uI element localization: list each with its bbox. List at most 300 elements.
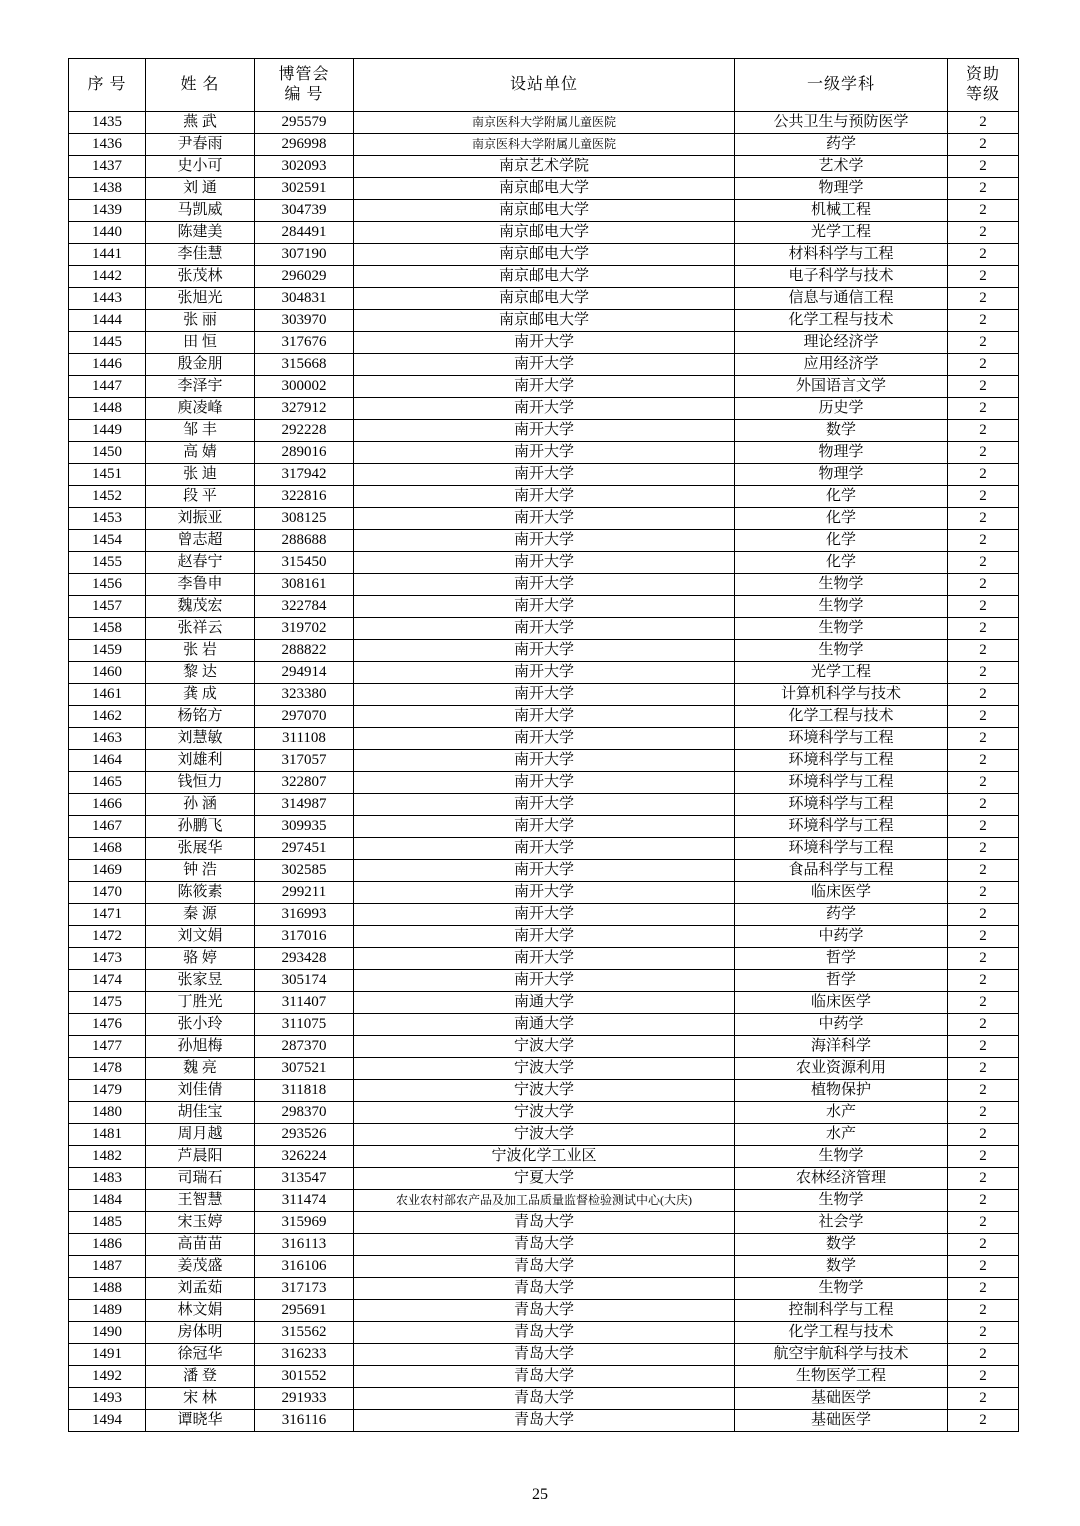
- cell-name: 张 迪: [146, 464, 255, 486]
- cell-code: 315450: [255, 552, 354, 574]
- cell-name: 周月越: [146, 1124, 255, 1146]
- table-row: [69, 1300, 1019, 1322]
- cell-discipline: 艺术学: [735, 156, 948, 178]
- cell-code: 302585: [255, 860, 354, 882]
- table-row: [69, 354, 1019, 376]
- cell-level: 2: [948, 1410, 1019, 1432]
- cell-sequence: 1471: [69, 904, 146, 926]
- cell-code: 309935: [255, 816, 354, 838]
- cell-discipline: 海洋科学: [735, 1036, 948, 1058]
- cell-name: 张家昱: [146, 970, 255, 992]
- cell-discipline: 信息与通信工程: [735, 288, 948, 310]
- table-row: [69, 288, 1019, 310]
- cell-discipline: 药学: [735, 134, 948, 156]
- cell-discipline: 数学: [735, 1234, 948, 1256]
- cell-discipline: 化学工程与技术: [735, 1322, 948, 1344]
- cell-sequence: 1490: [69, 1322, 146, 1344]
- cell-level: 2: [948, 508, 1019, 530]
- cell-level: 2: [948, 332, 1019, 354]
- cell-unit: 南开大学: [354, 354, 735, 376]
- cell-discipline: 历史学: [735, 398, 948, 420]
- cell-level: 2: [948, 310, 1019, 332]
- cell-level: 2: [948, 266, 1019, 288]
- cell-name: 高苗苗: [146, 1234, 255, 1256]
- cell-code: 316106: [255, 1256, 354, 1278]
- table-row: [69, 750, 1019, 772]
- cell-unit: 南开大学: [354, 948, 735, 970]
- cell-unit: 南开大学: [354, 376, 735, 398]
- table-row: [69, 508, 1019, 530]
- cell-discipline: 公共卫生与预防医学: [735, 112, 948, 134]
- cell-name: 赵春宁: [146, 552, 255, 574]
- cell-unit: 南京邮电大学: [354, 222, 735, 244]
- cell-discipline: 中药学: [735, 1014, 948, 1036]
- table-row: [69, 860, 1019, 882]
- cell-code: 317942: [255, 464, 354, 486]
- cell-level: 2: [948, 838, 1019, 860]
- cell-code: 287370: [255, 1036, 354, 1058]
- cell-unit: 南开大学: [354, 816, 735, 838]
- table-row: [69, 1102, 1019, 1124]
- cell-level: 2: [948, 1058, 1019, 1080]
- cell-code: 296998: [255, 134, 354, 156]
- cell-unit: 宁波大学: [354, 1124, 735, 1146]
- cell-level: 2: [948, 860, 1019, 882]
- cell-name: 田 恒: [146, 332, 255, 354]
- cell-code: 311407: [255, 992, 354, 1014]
- cell-name: 刘振亚: [146, 508, 255, 530]
- cell-unit: 青岛大学: [354, 1256, 735, 1278]
- table-row: [69, 1080, 1019, 1102]
- cell-level: 2: [948, 794, 1019, 816]
- cell-name: 刘雄利: [146, 750, 255, 772]
- cell-name: 张茂林: [146, 266, 255, 288]
- cell-unit: 南开大学: [354, 750, 735, 772]
- table-row: [69, 640, 1019, 662]
- cell-sequence: 1467: [69, 816, 146, 838]
- cell-sequence: 1473: [69, 948, 146, 970]
- cell-code: 313547: [255, 1168, 354, 1190]
- cell-unit: 宁波大学: [354, 1080, 735, 1102]
- cell-discipline: 化学工程与技术: [735, 706, 948, 728]
- cell-code: 323380: [255, 684, 354, 706]
- table-row: [69, 134, 1019, 156]
- cell-name: 王智慧: [146, 1190, 255, 1212]
- cell-code: 292228: [255, 420, 354, 442]
- cell-discipline: 临床医学: [735, 992, 948, 1014]
- cell-discipline: 光学工程: [735, 222, 948, 244]
- cell-unit: 南开大学: [354, 662, 735, 684]
- cell-discipline: 生物学: [735, 574, 948, 596]
- cell-sequence: 1470: [69, 882, 146, 904]
- cell-sequence: 1463: [69, 728, 146, 750]
- cell-discipline: 化学工程与技术: [735, 310, 948, 332]
- cell-name: 姜茂盛: [146, 1256, 255, 1278]
- cell-code: 311474: [255, 1190, 354, 1212]
- cell-code: 304739: [255, 200, 354, 222]
- cell-discipline: 生物学: [735, 1278, 948, 1300]
- cell-name: 刘文娟: [146, 926, 255, 948]
- cell-unit: 南开大学: [354, 508, 735, 530]
- table-row: [69, 992, 1019, 1014]
- table-row: [69, 596, 1019, 618]
- cell-discipline: 化学: [735, 552, 948, 574]
- cell-code: 305174: [255, 970, 354, 992]
- cell-code: 311108: [255, 728, 354, 750]
- cell-discipline: 控制科学与工程: [735, 1300, 948, 1322]
- cell-code: 308161: [255, 574, 354, 596]
- cell-unit: 南开大学: [354, 882, 735, 904]
- cell-level: 2: [948, 1322, 1019, 1344]
- cell-code: 307190: [255, 244, 354, 266]
- cell-name: 尹春雨: [146, 134, 255, 156]
- cell-code: 327912: [255, 398, 354, 420]
- table-row: [69, 882, 1019, 904]
- cell-code: 301552: [255, 1366, 354, 1388]
- cell-level: 2: [948, 1190, 1019, 1212]
- cell-discipline: 生物学: [735, 1190, 948, 1212]
- cell-code: 295579: [255, 112, 354, 134]
- cell-level: 2: [948, 772, 1019, 794]
- cell-name: 张 丽: [146, 310, 255, 332]
- cell-unit: 南京邮电大学: [354, 244, 735, 266]
- cell-name: 张 岩: [146, 640, 255, 662]
- table-row: [69, 904, 1019, 926]
- cell-discipline: 食品科学与工程: [735, 860, 948, 882]
- cell-sequence: 1452: [69, 486, 146, 508]
- table-row: [69, 266, 1019, 288]
- cell-level: 2: [948, 1124, 1019, 1146]
- table-row: [69, 112, 1019, 134]
- table-row: [69, 1388, 1019, 1410]
- cell-discipline: 环境科学与工程: [735, 772, 948, 794]
- cell-name: 骆 婷: [146, 948, 255, 970]
- cell-level: 2: [948, 1300, 1019, 1322]
- cell-unit: 南开大学: [354, 904, 735, 926]
- column-header-level-line1: 资助: [965, 66, 1000, 83]
- column-header-code-line1: 博管会: [278, 66, 330, 83]
- cell-name: 魏 亮: [146, 1058, 255, 1080]
- cell-level: 2: [948, 1278, 1019, 1300]
- cell-unit: 南开大学: [354, 618, 735, 640]
- cell-unit: 南京艺术学院: [354, 156, 735, 178]
- cell-sequence: 1493: [69, 1388, 146, 1410]
- cell-sequence: 1455: [69, 552, 146, 574]
- cell-discipline: 临床医学: [735, 882, 948, 904]
- cell-name: 徐冠华: [146, 1344, 255, 1366]
- cell-name: 钱恒力: [146, 772, 255, 794]
- cell-sequence: 1460: [69, 662, 146, 684]
- cell-sequence: 1474: [69, 970, 146, 992]
- cell-discipline: 化学: [735, 486, 948, 508]
- cell-name: 孙旭梅: [146, 1036, 255, 1058]
- cell-unit: 宁波大学: [354, 1102, 735, 1124]
- cell-sequence: 1436: [69, 134, 146, 156]
- cell-level: 2: [948, 1256, 1019, 1278]
- cell-discipline: 中药学: [735, 926, 948, 948]
- cell-discipline: 应用经济学: [735, 354, 948, 376]
- cell-unit: 青岛大学: [354, 1388, 735, 1410]
- cell-sequence: 1450: [69, 442, 146, 464]
- table-row: [69, 1058, 1019, 1080]
- cell-name: 刘佳倩: [146, 1080, 255, 1102]
- table-row: [69, 156, 1019, 178]
- cell-sequence: 1491: [69, 1344, 146, 1366]
- cell-code: 289016: [255, 442, 354, 464]
- cell-code: 326224: [255, 1146, 354, 1168]
- table-row: [69, 552, 1019, 574]
- table-row: [69, 618, 1019, 640]
- cell-name: 李泽宇: [146, 376, 255, 398]
- cell-code: 302591: [255, 178, 354, 200]
- table-header: [69, 59, 1019, 112]
- column-header-level-line2: 等级: [965, 86, 1000, 103]
- cell-unit: 南开大学: [354, 706, 735, 728]
- cell-sequence: 1442: [69, 266, 146, 288]
- table-row: [69, 794, 1019, 816]
- table-row: [69, 1124, 1019, 1146]
- cell-sequence: 1469: [69, 860, 146, 882]
- cell-unit: 青岛大学: [354, 1322, 735, 1344]
- cell-name: 李鲁申: [146, 574, 255, 596]
- cell-sequence: 1476: [69, 1014, 146, 1036]
- table-row: [69, 574, 1019, 596]
- cell-sequence: 1492: [69, 1366, 146, 1388]
- cell-discipline: 环境科学与工程: [735, 794, 948, 816]
- cell-level: 2: [948, 486, 1019, 508]
- cell-discipline: 基础医学: [735, 1388, 948, 1410]
- cell-code: 294914: [255, 662, 354, 684]
- cell-discipline: 物理学: [735, 178, 948, 200]
- cell-level: 2: [948, 574, 1019, 596]
- cell-discipline: 化学: [735, 530, 948, 552]
- cell-name: 马凯威: [146, 200, 255, 222]
- cell-sequence: 1439: [69, 200, 146, 222]
- cell-code: 316993: [255, 904, 354, 926]
- table-row: [69, 1410, 1019, 1432]
- table-body: [69, 112, 1019, 1432]
- cell-level: 2: [948, 420, 1019, 442]
- cell-sequence: 1468: [69, 838, 146, 860]
- cell-unit: 南通大学: [354, 992, 735, 1014]
- cell-discipline: 外国语言文学: [735, 376, 948, 398]
- cell-sequence: 1441: [69, 244, 146, 266]
- cell-name: 刘 通: [146, 178, 255, 200]
- cell-name: 刘孟茹: [146, 1278, 255, 1300]
- table-row: [69, 486, 1019, 508]
- cell-code: 317057: [255, 750, 354, 772]
- cell-level: 2: [948, 1014, 1019, 1036]
- cell-sequence: 1435: [69, 112, 146, 134]
- table-row: [69, 1146, 1019, 1168]
- table-row: [69, 1212, 1019, 1234]
- cell-name: 胡佳宝: [146, 1102, 255, 1124]
- cell-level: 2: [948, 816, 1019, 838]
- cell-name: 魏茂宏: [146, 596, 255, 618]
- cell-name: 司瑞石: [146, 1168, 255, 1190]
- cell-name: 陈筱素: [146, 882, 255, 904]
- table-row: [69, 1256, 1019, 1278]
- cell-unit: 宁波大学: [354, 1036, 735, 1058]
- cell-unit: 南开大学: [354, 398, 735, 420]
- cell-discipline: 植物保护: [735, 1080, 948, 1102]
- table-row: [69, 310, 1019, 332]
- cell-unit: 青岛大学: [354, 1366, 735, 1388]
- cell-sequence: 1475: [69, 992, 146, 1014]
- table-row: [69, 1322, 1019, 1344]
- cell-code: 315668: [255, 354, 354, 376]
- cell-discipline: 机械工程: [735, 200, 948, 222]
- cell-level: 2: [948, 222, 1019, 244]
- cell-discipline: 农业资源利用: [735, 1058, 948, 1080]
- table-row: [69, 222, 1019, 244]
- cell-name: 丁胜光: [146, 992, 255, 1014]
- cell-level: 2: [948, 992, 1019, 1014]
- cell-level: 2: [948, 904, 1019, 926]
- cell-sequence: 1484: [69, 1190, 146, 1212]
- cell-name: 孙鹏飞: [146, 816, 255, 838]
- cell-sequence: 1448: [69, 398, 146, 420]
- cell-name: 邹 丰: [146, 420, 255, 442]
- table-row: [69, 948, 1019, 970]
- cell-level: 2: [948, 244, 1019, 266]
- cell-name: 殷金朋: [146, 354, 255, 376]
- cell-sequence: 1461: [69, 684, 146, 706]
- cell-name: 宋 林: [146, 1388, 255, 1410]
- cell-unit: 南开大学: [354, 772, 735, 794]
- cell-unit: 南开大学: [354, 860, 735, 882]
- table-row: [69, 200, 1019, 222]
- cell-unit: 南开大学: [354, 640, 735, 662]
- cell-unit: 南开大学: [354, 574, 735, 596]
- cell-discipline: 环境科学与工程: [735, 816, 948, 838]
- table-row: [69, 464, 1019, 486]
- cell-unit: 南通大学: [354, 1014, 735, 1036]
- cell-name: 张祥云: [146, 618, 255, 640]
- cell-unit: 南开大学: [354, 464, 735, 486]
- cell-code: 302093: [255, 156, 354, 178]
- cell-level: 2: [948, 112, 1019, 134]
- cell-level: 2: [948, 552, 1019, 574]
- cell-sequence: 1483: [69, 1168, 146, 1190]
- cell-sequence: 1479: [69, 1080, 146, 1102]
- cell-level: 2: [948, 662, 1019, 684]
- cell-level: 2: [948, 178, 1019, 200]
- cell-level: 2: [948, 156, 1019, 178]
- cell-sequence: 1485: [69, 1212, 146, 1234]
- cell-discipline: 计算机科学与技术: [735, 684, 948, 706]
- cell-discipline: 光学工程: [735, 662, 948, 684]
- cell-code: 314987: [255, 794, 354, 816]
- cell-unit: 南开大学: [354, 530, 735, 552]
- table-row: [69, 1190, 1019, 1212]
- cell-sequence: 1487: [69, 1256, 146, 1278]
- cell-unit: 南开大学: [354, 596, 735, 618]
- cell-level: 2: [948, 398, 1019, 420]
- cell-sequence: 1494: [69, 1410, 146, 1432]
- cell-code: 300002: [255, 376, 354, 398]
- table-row: [69, 970, 1019, 992]
- cell-discipline: 哲学: [735, 970, 948, 992]
- cell-sequence: 1438: [69, 178, 146, 200]
- cell-name: 潘 登: [146, 1366, 255, 1388]
- cell-code: 291933: [255, 1388, 354, 1410]
- cell-name: 段 平: [146, 486, 255, 508]
- table-row: [69, 772, 1019, 794]
- cell-sequence: 1488: [69, 1278, 146, 1300]
- cell-discipline: 水产: [735, 1124, 948, 1146]
- cell-sequence: 1453: [69, 508, 146, 530]
- cell-code: 295691: [255, 1300, 354, 1322]
- cell-unit: 南开大学: [354, 486, 735, 508]
- table-row: [69, 1036, 1019, 1058]
- cell-code: 304831: [255, 288, 354, 310]
- cell-level: 2: [948, 464, 1019, 486]
- cell-code: 317676: [255, 332, 354, 354]
- cell-name: 钟 浩: [146, 860, 255, 882]
- cell-unit: 南开大学: [354, 332, 735, 354]
- cell-unit: 青岛大学: [354, 1410, 735, 1432]
- table-row: [69, 662, 1019, 684]
- cell-name: 黎 达: [146, 662, 255, 684]
- table-row: [69, 1014, 1019, 1036]
- table-row: [69, 728, 1019, 750]
- table-row: [69, 376, 1019, 398]
- cell-discipline: 生物学: [735, 640, 948, 662]
- cell-sequence: 1465: [69, 772, 146, 794]
- column-header-discipline: 一级学科: [735, 59, 948, 112]
- cell-unit: 宁波大学: [354, 1058, 735, 1080]
- cell-discipline: 哲学: [735, 948, 948, 970]
- cell-unit: 青岛大学: [354, 1300, 735, 1322]
- column-header-unit: 设站单位: [354, 59, 735, 112]
- table-row: [69, 1168, 1019, 1190]
- column-header-code-line2: 编 号: [284, 86, 324, 103]
- cell-unit: 南京医科大学附属儿童医院: [354, 134, 735, 156]
- cell-code: 298370: [255, 1102, 354, 1124]
- cell-sequence: 1472: [69, 926, 146, 948]
- cell-sequence: 1443: [69, 288, 146, 310]
- cell-discipline: 化学: [735, 508, 948, 530]
- cell-code: 288688: [255, 530, 354, 552]
- cell-discipline: 数学: [735, 1256, 948, 1278]
- cell-unit: 南开大学: [354, 728, 735, 750]
- cell-name: 张小玲: [146, 1014, 255, 1036]
- cell-sequence: 1444: [69, 310, 146, 332]
- cell-discipline: 数学: [735, 420, 948, 442]
- cell-level: 2: [948, 1146, 1019, 1168]
- cell-name: 宋玉婷: [146, 1212, 255, 1234]
- cell-unit: 宁夏大学: [354, 1168, 735, 1190]
- cell-level: 2: [948, 1168, 1019, 1190]
- cell-discipline: 材料科学与工程: [735, 244, 948, 266]
- cell-sequence: 1480: [69, 1102, 146, 1124]
- table-row: [69, 1366, 1019, 1388]
- cell-sequence: 1481: [69, 1124, 146, 1146]
- cell-discipline: 物理学: [735, 442, 948, 464]
- cell-level: 2: [948, 926, 1019, 948]
- cell-discipline: 生物学: [735, 596, 948, 618]
- cell-sequence: 1447: [69, 376, 146, 398]
- cell-level: 2: [948, 200, 1019, 222]
- cell-code: 307521: [255, 1058, 354, 1080]
- cell-sequence: 1478: [69, 1058, 146, 1080]
- cell-code: 322807: [255, 772, 354, 794]
- cell-level: 2: [948, 1234, 1019, 1256]
- cell-code: 311818: [255, 1080, 354, 1102]
- cell-code: 322816: [255, 486, 354, 508]
- cell-name: 陈建美: [146, 222, 255, 244]
